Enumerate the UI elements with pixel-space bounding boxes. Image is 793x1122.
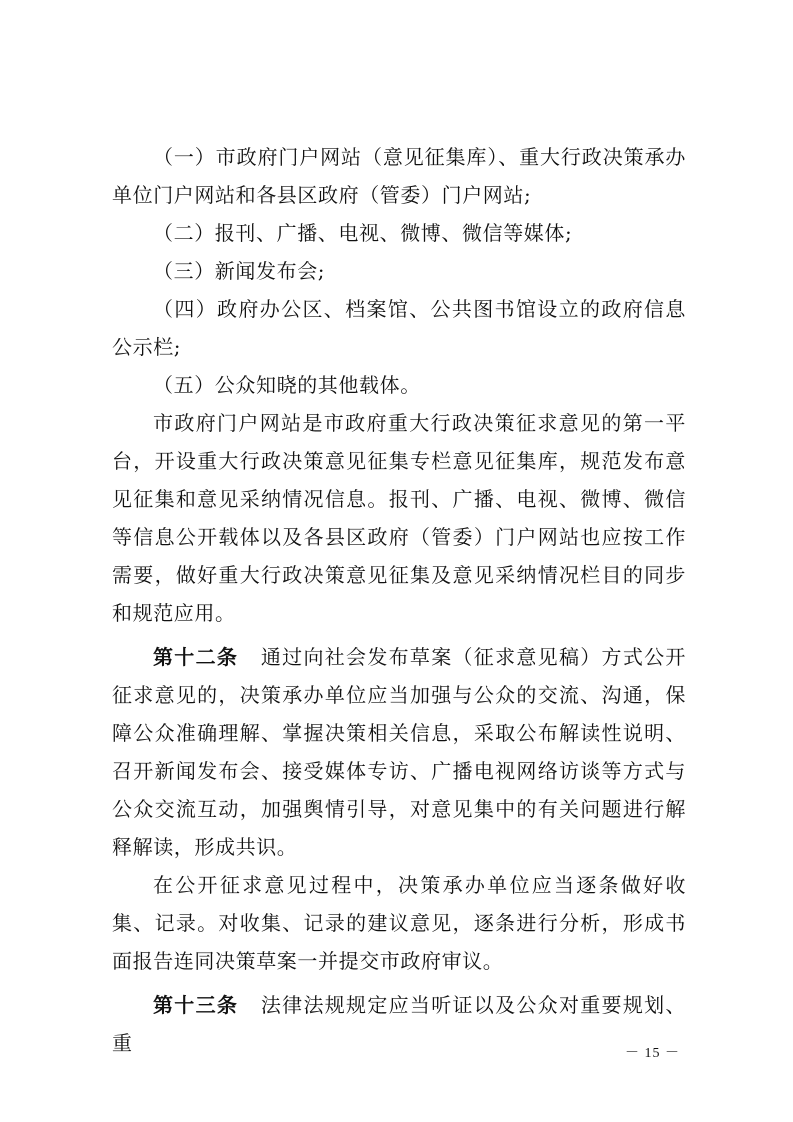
list-item-1: （一）市政府门户网站（意见征集库）、重大行政决策承办单位门户网站和各县区政府（管委）门户网站; bbox=[112, 145, 686, 207]
article-13-text: 法律法规规定应当听证以及公众对重要规划、重 bbox=[112, 993, 686, 1055]
article-13-heading: 第十三条 bbox=[153, 993, 239, 1017]
list-item-5: （五）公众知晓的其他载体。 bbox=[153, 373, 421, 397]
body-text bbox=[112, 138, 686, 1062]
list-item-2: （二）报刊、广播、电视、微博、微信等媒体; bbox=[153, 221, 573, 245]
paragraph-collection: 在公开征求意见过程中，决策承办单位应当逐条做好收集、记录。对收集、记录的建议意见，逐条进行分析，形成书面报告连同决策草案一并提交市政府审议。 bbox=[112, 873, 686, 973]
article-12-heading: 第十二条 bbox=[153, 645, 239, 669]
list-item-4: （四）政府办公区、档案馆、公共图书馆设立的政府信息公示栏; bbox=[112, 297, 686, 359]
list-item-3: （三）新闻发布会; bbox=[153, 259, 326, 283]
article-12 bbox=[112, 638, 686, 866]
article-13 bbox=[112, 986, 686, 1062]
article-12-text: 通过向社会发布草案（征求意见稿）方式公开征求意见的，决策承办单位应当加强与公众的交流、沟通，保障公众准确理解、掌握决策相关信息，采取公布解读性说明、召开新闻发布会、接受媒体专访、广播电视网络访谈等方式与公众交流互动，加强舆情引导，对意见集中的有关问题进行解释解读，形成共识。 bbox=[112, 645, 686, 859]
paragraph-portal: 市政府门户网站是市政府重大行政决策征求意见的第一平台，开设重大行政决策意见征集专栏意见征集库，规范发布意见征集和意见采纳情况信息。报刊、广播、电视、微博、微信等信息公开载体以及各县区政府（管委）门户网站也应按工作需要，做好重大行政决策意见征集及意见采纳情况栏目的同步和规范应用。 bbox=[112, 411, 686, 625]
page-number: － 15 － bbox=[625, 1046, 680, 1061]
